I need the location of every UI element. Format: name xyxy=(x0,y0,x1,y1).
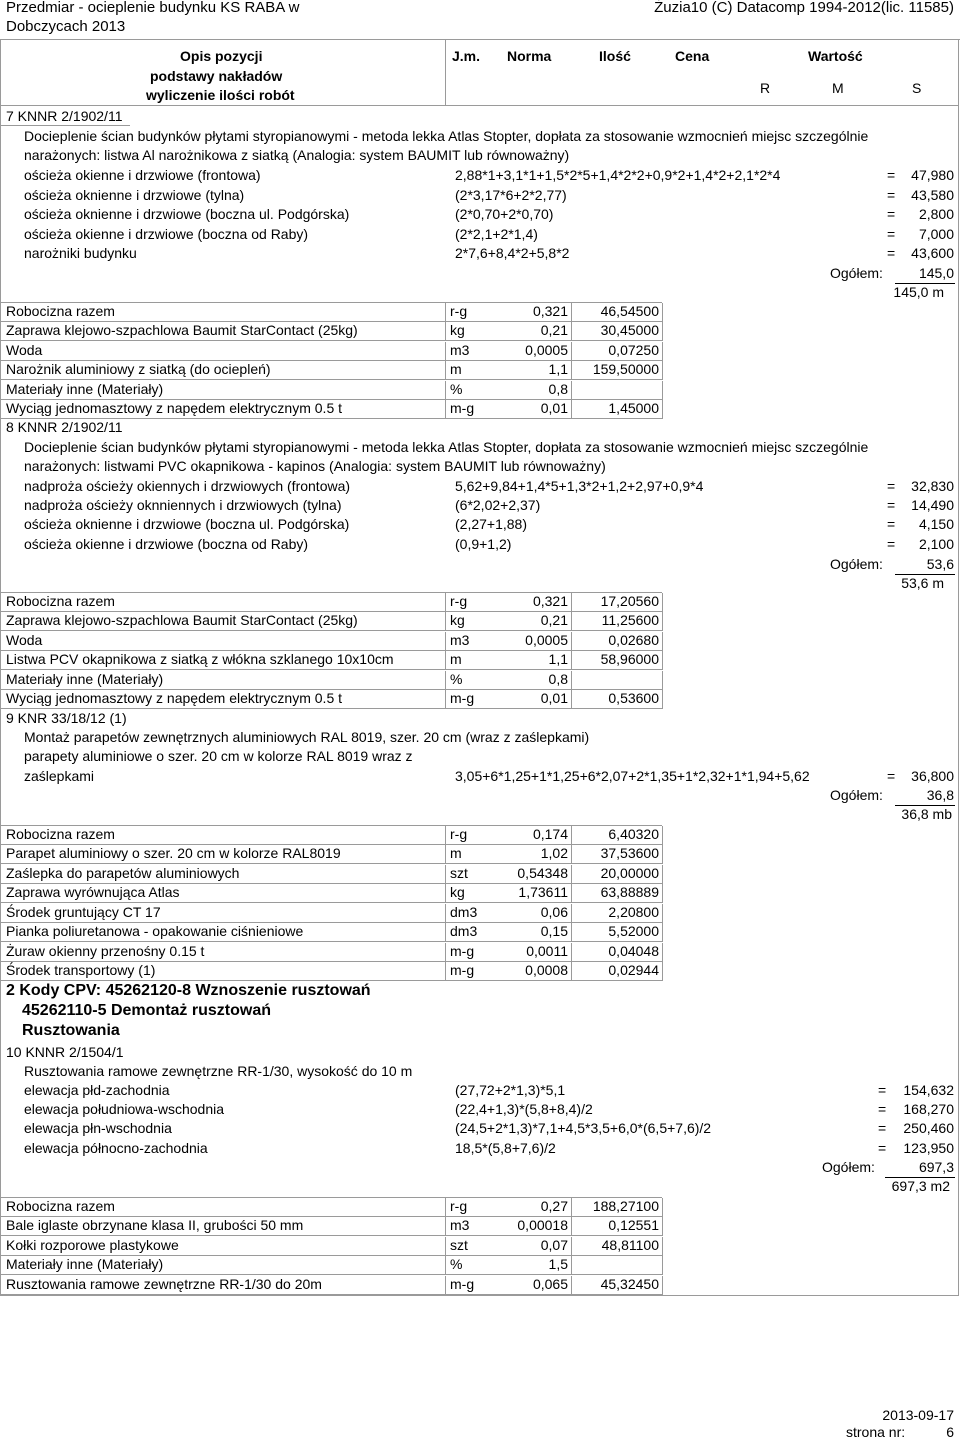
col-line xyxy=(445,962,446,981)
resource-name: Woda xyxy=(6,632,43,648)
resource-quantity: 1,45000 xyxy=(608,400,659,416)
calc-value: 36,800 xyxy=(911,768,954,784)
position-desc: Docieplenie ścian budynków płytami styropianowymi - metoda lekka Atlas Stopter, dopłata za stosowanie wzmocnień miejsc szczególnie xyxy=(24,128,869,144)
col-line xyxy=(571,826,572,845)
calc-eq: = xyxy=(887,516,896,532)
calc-eq: = xyxy=(887,167,896,183)
col-line xyxy=(571,1276,572,1295)
col-podstawy: podstawy nakładów xyxy=(150,68,283,84)
col-line xyxy=(571,1237,572,1256)
resource-norm: 1,1 xyxy=(548,361,568,377)
row-line xyxy=(0,825,662,826)
resource-unit: m3 xyxy=(450,342,470,358)
position-desc: Docieplenie ścian budynków płytami styropianowymi - metoda lekka Atlas Stopter, dopłata za stosowanie wzmocnień miejsc szczególnie xyxy=(24,439,869,455)
calc-formula: (2*3,17*6+2*2,77) xyxy=(455,187,567,203)
section-title: Rusztowania xyxy=(22,1022,120,1039)
resource-unit: m3 xyxy=(450,632,470,648)
col-opis: Opis pozycji xyxy=(180,48,263,64)
col-line xyxy=(662,1198,663,1217)
document-title: Przedmiar - ocieplenie budynku KS RABA w Dobczycach 2013 xyxy=(6,0,300,35)
resource-unit: m-g xyxy=(450,400,475,416)
row-line xyxy=(0,379,662,380)
section-title: 45262110-5 Demontaż rusztowań xyxy=(22,1002,271,1019)
resource-unit: kg xyxy=(450,612,465,628)
resource-quantity: 0,12551 xyxy=(608,1217,659,1233)
calc-formula: (22,4+1,3)*(5,8+8,4)/2 xyxy=(455,1101,593,1117)
col-m: M xyxy=(832,80,844,96)
resource-unit: kg xyxy=(450,884,465,900)
resource-quantity: 63,88889 xyxy=(600,884,659,900)
calc-formula: 5,62+9,84+1,4*5+1,3*2+1,2+2,97+0,9*4 xyxy=(455,478,704,494)
resource-name: Zaprawa klejowo-szpachlowa Baumit StarContact (25kg) xyxy=(6,322,358,338)
resource-quantity: 0,07250 xyxy=(608,342,659,358)
calc-value: 47,980 xyxy=(911,167,954,183)
resource-norm: 1,02 xyxy=(540,845,568,861)
col-line xyxy=(662,962,663,981)
resource-name: Zaprawa klejowo-szpachlowa Baumit StarContact (25kg) xyxy=(6,612,358,628)
page-number: 6 xyxy=(946,1424,954,1440)
calc-label: ościeża oknienne i drzwiowe (boczna ul. Podgórska) xyxy=(24,516,350,532)
col-line xyxy=(445,884,446,903)
row-line xyxy=(0,302,662,303)
calc-value: 123,950 xyxy=(903,1140,954,1156)
resource-name: Zaślepka do parapetów aluminiowych xyxy=(6,865,240,881)
resource-quantity: 5,52000 xyxy=(608,923,659,939)
col-line xyxy=(445,381,446,400)
calc-formula: (27,72+2*1,3)*5,1 xyxy=(455,1082,566,1098)
position-desc: narażonych: listwa Al narożnikowa z siatką (Analogia: system BAUMIT lub równoważny) xyxy=(24,147,570,163)
resource-unit: m xyxy=(450,845,462,861)
col-wartosc: Wartość xyxy=(808,48,863,64)
resource-quantity: 17,20560 xyxy=(600,593,659,609)
resource-norm: 0,54348 xyxy=(517,865,568,881)
resource-norm: 0,0011 xyxy=(526,943,568,959)
col-line xyxy=(445,923,446,942)
calc-eq: = xyxy=(887,497,896,513)
col-line xyxy=(571,1198,572,1217)
resource-unit: dm3 xyxy=(450,904,478,920)
col-line xyxy=(662,612,663,631)
col-line xyxy=(571,671,572,690)
calc-label: ościeża okienne i drzwiowe (boczna od Raby) xyxy=(24,226,309,242)
calc-formula: (0,9+1,2) xyxy=(455,536,512,552)
total-unit: 53,6 m xyxy=(901,575,944,591)
resource-quantity: 46,54500 xyxy=(600,303,659,319)
resource-quantity: 188,27100 xyxy=(592,1198,659,1214)
col-line xyxy=(445,671,446,690)
col-line xyxy=(571,651,572,670)
calc-value: 32,830 xyxy=(911,478,954,494)
resource-norm: 0,321 xyxy=(532,593,568,609)
page-label: strona nr: xyxy=(846,1424,906,1440)
col-line xyxy=(662,593,663,612)
resource-name: Materiały inne (Materiały) xyxy=(6,1256,164,1272)
resource-unit: % xyxy=(450,381,463,397)
col-line xyxy=(662,904,663,923)
row-line xyxy=(0,1235,662,1236)
position-head: 7 KNNR 2/1902/11 xyxy=(6,108,123,124)
resource-quantity: 0,04048 xyxy=(608,943,659,959)
resource-unit: m-g xyxy=(450,690,475,706)
total-value: 53,6 xyxy=(926,556,954,572)
resource-quantity: 2,20800 xyxy=(608,904,659,920)
col-norma: Norma xyxy=(507,48,552,64)
resource-norm: 0,065 xyxy=(532,1276,568,1292)
position-desc: narażonych: listwami PVC okapnikowa - kapinos (Analogia: system BAUMIT lub równoważny) xyxy=(24,458,606,474)
calc-label: elewacja południowa-wschodnia xyxy=(24,1101,225,1117)
total-label: Ogółem: xyxy=(830,265,883,281)
col-line xyxy=(662,826,663,845)
col-line xyxy=(571,904,572,923)
calc-label: ościeża okienne i drzwiowe (frontowa) xyxy=(24,167,261,183)
section-title: 2 Kody CPV: 45262120-8 Wznoszenie rusztowań xyxy=(6,982,371,999)
col-line xyxy=(445,612,446,631)
col-line xyxy=(571,923,572,942)
row-line xyxy=(0,1294,662,1295)
position-head-underline xyxy=(0,125,130,126)
resource-name: Robocizna razem xyxy=(6,826,115,842)
bottom-frame xyxy=(0,1295,959,1296)
resource-norm: 0,8 xyxy=(548,671,568,687)
calc-label: ościeża oknienne i drzwiowe (tylna) xyxy=(24,187,245,203)
resource-name: Robocizna razem xyxy=(6,1198,115,1214)
resource-norm: 0,06 xyxy=(540,904,568,920)
col-line xyxy=(445,342,446,361)
position-head: 8 KNNR 2/1902/11 xyxy=(6,419,123,435)
resource-norm: 0,00018 xyxy=(517,1217,568,1233)
resource-norm: 0,8 xyxy=(548,381,568,397)
col-line xyxy=(571,1256,572,1275)
position-desc: Montaż parapetów zewnętrznych aluminiowych RAL 8019, szer. 20 cm (wraz z zaślepkami) xyxy=(24,729,590,745)
total-unit: 697,3 m2 xyxy=(891,1178,950,1194)
row-line xyxy=(0,669,662,670)
calc-label: elewacja płd-zachodnia xyxy=(24,1082,170,1098)
calc-label: nadproża ościeży okiennych i drzwiowych (frontowa) xyxy=(24,478,351,494)
resource-name: Listwa PCV okapnikowa z siatką z włókna szklanego 10x10cm xyxy=(6,651,394,667)
resource-norm: 1,5 xyxy=(548,1256,568,1272)
col-line xyxy=(662,632,663,651)
row-line xyxy=(0,1274,662,1275)
calc-value: 168,270 xyxy=(903,1101,954,1117)
resource-unit: m3 xyxy=(450,1217,470,1233)
col-line xyxy=(662,690,663,709)
calc-label: narożniki budynku xyxy=(24,245,137,261)
col-line xyxy=(445,322,446,341)
resource-unit: r-g xyxy=(450,1198,468,1214)
resource-name: Wyciąg jednomasztowy z napędem elektrycznym 0.5 t xyxy=(6,690,343,706)
calc-eq: = xyxy=(887,768,896,784)
calc-label: ościeża oknienne i drzwiowe (boczna ul. Podgórska) xyxy=(24,206,350,222)
col-ilosc: Ilość xyxy=(599,48,631,64)
calc-value: 7,000 xyxy=(918,226,954,242)
col-line xyxy=(571,690,572,709)
col-line xyxy=(445,651,446,670)
resource-norm: 0,0008 xyxy=(525,962,568,978)
resource-name: Wyciąg jednomasztowy z napędem elektrycznym 0.5 t xyxy=(6,400,343,416)
resource-name: Środek gruntujący CT 17 xyxy=(6,904,161,920)
header-bottom-line xyxy=(0,105,958,106)
resource-unit: kg xyxy=(450,322,465,338)
col-line xyxy=(571,322,572,341)
resource-unit: dm3 xyxy=(450,923,478,939)
resource-norm: 0,01 xyxy=(540,690,568,706)
calc-value: 43,600 xyxy=(911,245,954,261)
resource-name: Robocizna razem xyxy=(6,303,115,319)
resource-quantity: 6,40320 xyxy=(608,826,659,842)
col-line xyxy=(662,845,663,864)
calc-eq: = xyxy=(878,1082,887,1098)
program-info: Żuzia10 (C) Datacomp 1994-2012(lic. 11585) xyxy=(654,0,954,16)
row-line xyxy=(0,1197,662,1198)
total-unit: 145,0 m xyxy=(893,284,944,300)
col-line xyxy=(445,593,446,612)
resource-norm: 0,07 xyxy=(540,1237,568,1253)
row-line xyxy=(0,902,662,903)
calc-label: nadproża ościeży oknniennych i drzwiowych (tylna) xyxy=(24,497,342,513)
col-line xyxy=(662,400,663,419)
col-line xyxy=(571,1217,572,1236)
col-line xyxy=(571,884,572,903)
calc-eq: = xyxy=(878,1140,887,1156)
calc-eq: = xyxy=(887,187,896,203)
col-line xyxy=(662,381,663,400)
col-line xyxy=(571,612,572,631)
total-label: Ogółem: xyxy=(822,1159,875,1175)
resource-norm: 0,01 xyxy=(540,400,568,416)
resource-unit: m xyxy=(450,651,462,667)
col-jm: J.m. xyxy=(452,48,481,64)
resource-name: Rusztowania ramowe zewnętrzne RR-1/30 do 20m xyxy=(6,1276,322,1292)
calc-label: zaślepkami xyxy=(24,768,95,784)
col-line xyxy=(571,361,572,380)
resource-unit: r-g xyxy=(450,593,468,609)
resource-name: Narożnik aluminiowy z siatką (do ociepleń) xyxy=(6,361,271,377)
position-desc: Rusztowania ramowe zewnętrzne RR-1/30, wysokość do 10 m xyxy=(24,1063,413,1079)
col-line xyxy=(662,1217,663,1236)
col-line xyxy=(571,943,572,962)
total-unit: 36,8 mb xyxy=(901,806,952,822)
calc-value: 43,580 xyxy=(911,187,954,203)
resource-unit: m xyxy=(450,361,462,377)
col-line xyxy=(662,1237,663,1256)
calc-formula: (2*0,70+2*0,70) xyxy=(455,206,554,222)
col-line xyxy=(662,651,663,670)
col-line xyxy=(662,1256,663,1275)
col-wyliczenie: wyliczenie ilości robót xyxy=(146,87,295,103)
col-cena: Cena xyxy=(675,48,710,64)
calc-eq: = xyxy=(878,1101,887,1117)
col-line xyxy=(445,1198,446,1217)
col-line xyxy=(662,361,663,380)
resource-unit: r-g xyxy=(450,303,468,319)
resource-quantity: 30,45000 xyxy=(600,322,659,338)
resource-name: Środek transportowy (1) xyxy=(6,962,156,978)
calc-formula: (2,27+1,88) xyxy=(455,516,527,532)
resource-quantity: 20,00000 xyxy=(600,865,659,881)
col-line xyxy=(445,943,446,962)
col-line xyxy=(662,943,663,962)
print-date: 2013-09-17 xyxy=(882,1407,954,1423)
row-line xyxy=(0,941,662,942)
calc-formula: 18,5*(5,8+7,6)/2 xyxy=(455,1140,556,1156)
calc-formula: (6*2,02+2,37) xyxy=(455,497,541,513)
col-line xyxy=(571,593,572,612)
resource-norm: 1,73611 xyxy=(518,884,568,900)
resource-quantity: 37,53600 xyxy=(600,845,659,861)
calc-value: 2,100 xyxy=(918,536,954,552)
resource-quantity: 159,50000 xyxy=(592,361,659,377)
col-line xyxy=(445,1276,446,1295)
col-s: S xyxy=(912,80,922,96)
col-line xyxy=(445,1217,446,1236)
col-line xyxy=(662,322,663,341)
calc-eq: = xyxy=(878,1120,887,1136)
col-line xyxy=(571,962,572,981)
calc-eq: = xyxy=(887,206,896,222)
resource-unit: m-g xyxy=(450,943,475,959)
calc-label: elewacja północno-zachodnia xyxy=(24,1140,208,1156)
col-line xyxy=(445,1256,446,1275)
col-line xyxy=(662,1276,663,1295)
resource-name: Bale iglaste obrzynane klasa II, grubości 50 mm xyxy=(6,1217,304,1233)
resource-unit: szt xyxy=(450,1237,468,1253)
resource-norm: 1,1 xyxy=(548,651,568,667)
calc-value: 4,150 xyxy=(918,516,954,532)
calc-formula: 2*7,6+8,4*2+5,8*2 xyxy=(455,245,570,261)
calc-eq: = xyxy=(887,226,896,242)
col-line xyxy=(571,303,572,322)
resource-name: Materiały inne (Materiały) xyxy=(6,381,164,397)
resource-name: Materiały inne (Materiały) xyxy=(6,671,164,687)
total-label: Ogółem: xyxy=(830,787,883,803)
calc-eq: = xyxy=(887,536,896,552)
resource-name: Parapet aluminiowy o szer. 20 cm w kolorze RAL8019 xyxy=(6,845,341,861)
row-line xyxy=(0,863,662,864)
col-line xyxy=(445,865,446,884)
right-frame xyxy=(958,40,959,1296)
col-line xyxy=(571,400,572,419)
col-line xyxy=(571,632,572,651)
calc-formula: 2,88*1+3,1*1+1,5*2*5+1,4*2*2+0,9*2+1,4*2+2,1*2*4 xyxy=(455,167,781,183)
position-head: 10 KNNR 2/1504/1 xyxy=(6,1044,124,1060)
calc-formula: 3,05+6*1,25+1*1,25+6*2,07+2*1,35+1*2,32+1*1,94+5,62 xyxy=(455,768,810,784)
col-line xyxy=(662,303,663,322)
col-line xyxy=(662,865,663,884)
col-line xyxy=(445,303,446,322)
resource-quantity: 11,25600 xyxy=(601,612,659,628)
col-line xyxy=(662,923,663,942)
position-head: 9 KNR 33/18/12 (1) xyxy=(6,710,127,726)
col-line xyxy=(662,884,663,903)
resource-norm: 0,174 xyxy=(532,826,568,842)
col-line xyxy=(571,381,572,400)
resource-name: Robocizna razem xyxy=(6,593,115,609)
resource-name: Pianka poliuretanowa - opakowanie ciśnieniowe xyxy=(6,923,304,939)
calc-label: parapety aluminiowe o szer. 20 cm w kolorze RAL 8019 wraz z xyxy=(24,748,413,764)
resource-name: Zaprawa wyrównująca Atlas xyxy=(6,884,180,900)
col-line xyxy=(662,671,663,690)
calc-formula: (24,5+2*1,3)*7,1+4,5*3,5+6,0*(6,5+7,6)/2 xyxy=(455,1120,712,1136)
resource-norm: 0,0005 xyxy=(525,632,568,648)
col-sep-jm xyxy=(445,40,446,106)
col-line xyxy=(445,845,446,864)
resource-quantity: 45,32450 xyxy=(600,1276,659,1292)
resource-unit: % xyxy=(450,1256,463,1272)
calc-value: 250,460 xyxy=(903,1120,954,1136)
header-divider xyxy=(0,39,960,40)
row-line xyxy=(0,630,662,631)
calc-value: 14,490 xyxy=(911,497,954,513)
col-line xyxy=(445,400,446,419)
resource-norm: 0,15 xyxy=(540,923,568,939)
col-line xyxy=(445,632,446,651)
resource-quantity: 48,81100 xyxy=(601,1237,659,1253)
calc-value: 154,632 xyxy=(903,1082,954,1098)
calc-eq: = xyxy=(887,478,896,494)
calc-formula: (2*2,1+2*1,4) xyxy=(455,226,538,242)
resource-unit: r-g xyxy=(450,826,468,842)
col-line xyxy=(571,845,572,864)
total-value: 697,3 xyxy=(918,1159,954,1175)
col-line xyxy=(445,690,446,709)
resource-unit: szt xyxy=(450,865,468,881)
resource-name: Woda xyxy=(6,342,43,358)
col-line xyxy=(571,865,572,884)
total-label: Ogółem: xyxy=(830,556,883,572)
col-line xyxy=(445,904,446,923)
col-line xyxy=(662,342,663,361)
col-line xyxy=(445,826,446,845)
row-line xyxy=(0,708,662,709)
calc-value: 2,800 xyxy=(918,206,954,222)
resource-norm: 0,0005 xyxy=(525,342,568,358)
resource-norm: 0,21 xyxy=(540,612,568,628)
resource-unit: m-g xyxy=(450,962,475,978)
resource-quantity: 0,53600 xyxy=(608,690,659,706)
resource-norm: 0,321 xyxy=(532,303,568,319)
col-line xyxy=(445,1237,446,1256)
resource-unit: % xyxy=(450,671,463,687)
col-r: R xyxy=(760,80,771,96)
resource-name: Kołki rozporowe plastykowe xyxy=(6,1237,179,1253)
resource-quantity: 0,02944 xyxy=(608,962,659,978)
resource-quantity: 58,96000 xyxy=(600,651,659,667)
col-line xyxy=(445,361,446,380)
resource-name: Żuraw okienny przenośny 0.15 t xyxy=(6,943,205,959)
resource-norm: 0,21 xyxy=(540,322,568,338)
resource-quantity: 0,02680 xyxy=(608,632,659,648)
left-frame xyxy=(0,40,1,1296)
resource-unit: m-g xyxy=(450,1276,475,1292)
col-line xyxy=(571,342,572,361)
row-line xyxy=(0,340,662,341)
calc-eq: = xyxy=(887,245,896,261)
total-value: 145,0 xyxy=(918,265,954,281)
section-line xyxy=(0,980,390,981)
resource-norm: 0,27 xyxy=(540,1198,568,1214)
calc-label: ościeża okienne i drzwiowe (boczna od Raby) xyxy=(24,536,309,552)
total-value: 36,8 xyxy=(926,787,954,803)
calc-label: elewacja płn-wschodnia xyxy=(24,1120,172,1136)
row-line xyxy=(0,592,662,593)
